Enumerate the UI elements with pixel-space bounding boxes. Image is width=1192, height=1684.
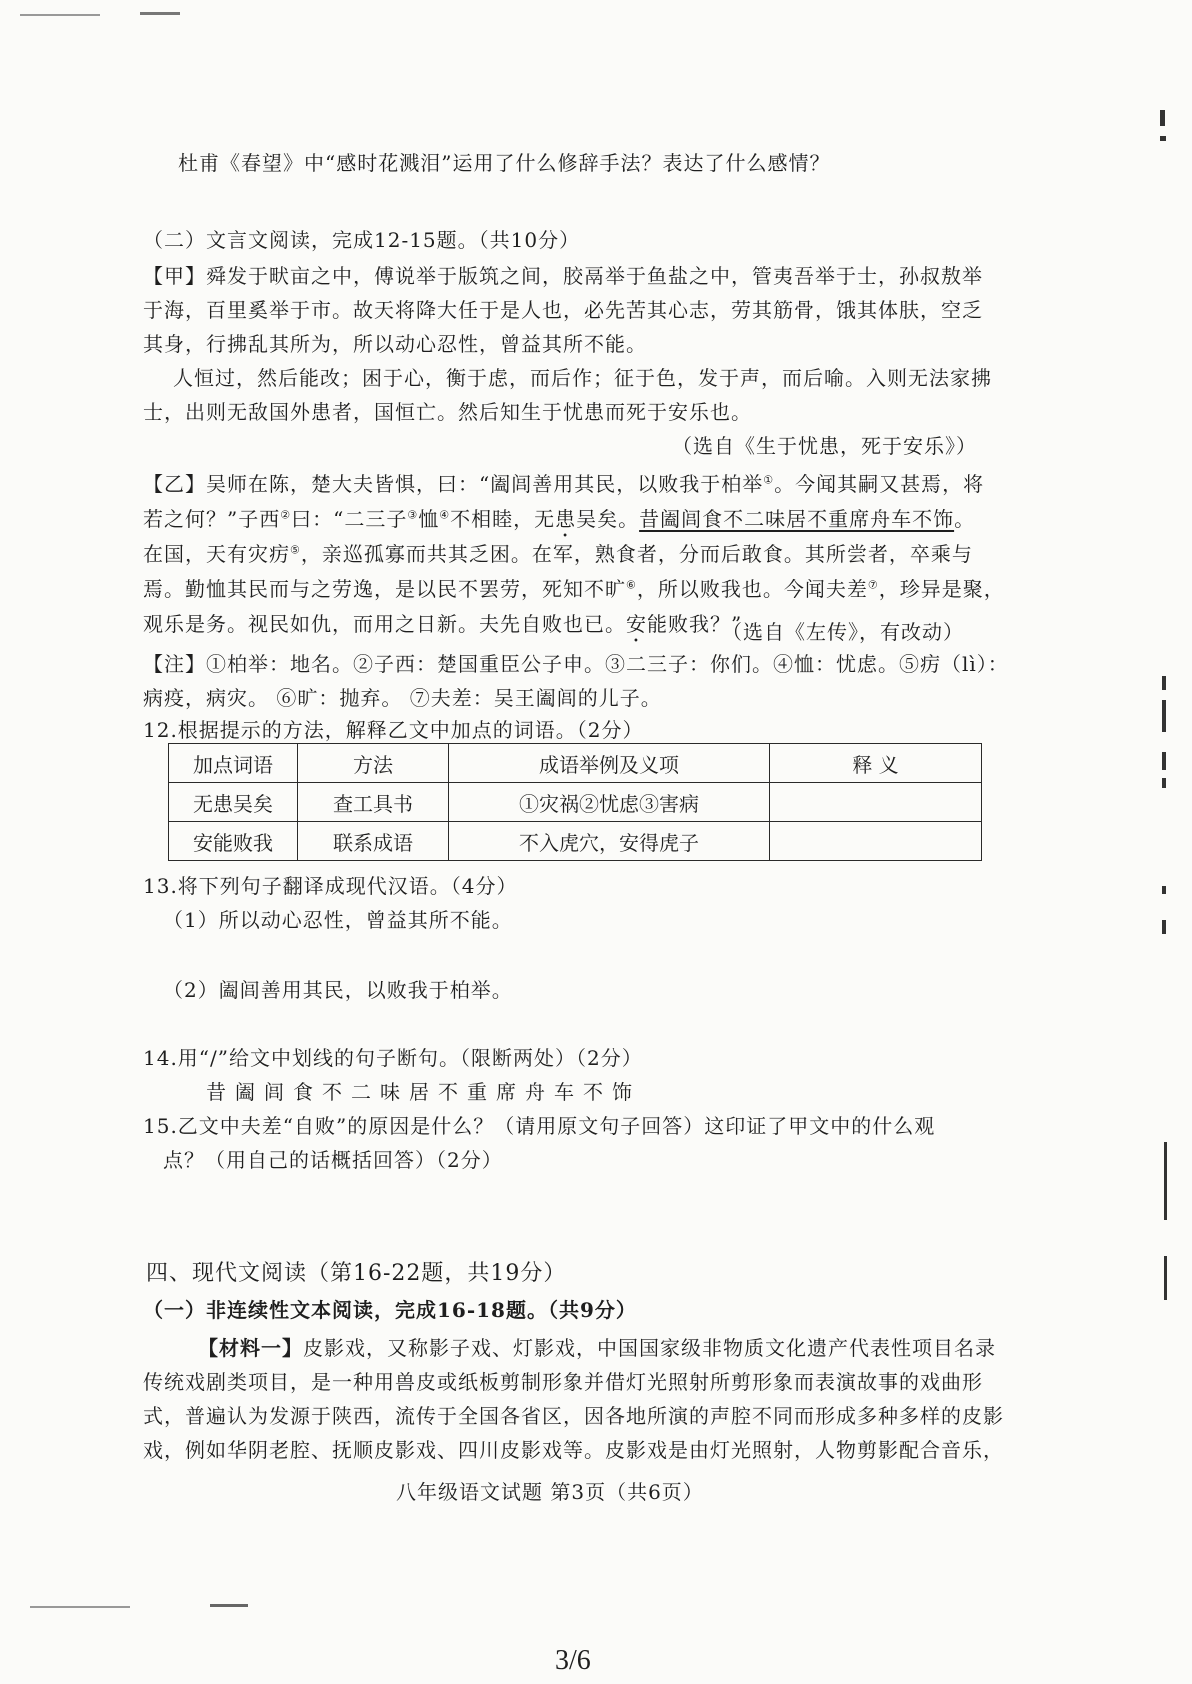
question-13: 13.将下列句子翻译成现代汉语。（4分） [143, 874, 518, 898]
passage-yi-line: 观乐是务。视民如仇，而用之日新。夫先自败也已。安能败我？” [143, 612, 743, 636]
scan-mark [1162, 676, 1166, 690]
scan-mark [20, 14, 100, 16]
scan-mark [1162, 886, 1166, 894]
table-cell: 联系成语 [298, 822, 449, 861]
question-poem: 杜甫《春望》中“感时花溅泪”运用了什么修辞手法？表达了什么感情？ [178, 151, 831, 175]
question-15-line: 15.乙文中夫差“自败”的原因是什么？（请用原文句子回答）这印证了甲文中的什么观 [143, 1114, 936, 1138]
passage-jia-line: 士，出则无敌国外患者，国恒亡。然后知生于忧患而死于安乐也。 [143, 400, 752, 424]
table-header: 方法 [298, 744, 449, 783]
table-cell: 安能败我 [169, 822, 298, 861]
passage-jia-line: 【甲】舜发于畎亩之中，傅说举于版筑之间，胶鬲举于鱼盐之中，管夷吾举于士，孙叔敖举 [143, 264, 983, 288]
section-classical-title: （二）文言文阅读，完成12-15题。（共10分） [143, 228, 581, 252]
question-13-1: （1）所以动心忍性，曾益其所不能。 [163, 908, 513, 932]
scan-mark [140, 12, 180, 15]
scan-mark [1162, 778, 1166, 788]
material-1-line: 式，普遍认为发源于陕西，流传于全国各省区，因各地所演的声腔不同而形成多种多样的皮影 [143, 1404, 1004, 1428]
passage-yi-line: 焉。勤恤其民而与之劳逸，是以民不罢劳，死知不旷⑥，所以败我也。今闻夫差⑦，珍异是聚， [143, 577, 1005, 601]
notes-line: 【注】①柏举：地名。②子西：楚国重臣公子申。③二三子：你们。④恤：忧虑。⑤疠（lì）： [143, 652, 1009, 676]
passage-yi-source: （选自《左传》，有改动） [722, 620, 964, 644]
page-footer: 八年级语文试题 第3页（共6页） [396, 1480, 704, 1504]
table-header: 释 义 [770, 744, 982, 783]
passage-jia-line: 人恒过，然后能改；困于心，衡于虑，而后作；征于色，发于声，而后喻。入则无法家拂 [173, 366, 992, 390]
page-number: 3/6 [555, 1645, 591, 1676]
question-13-2: （2）阖闾善用其民，以败我于柏举。 [163, 978, 513, 1002]
section-modern-subtitle: （一）非连续性文本阅读，完成16-18题。（共9分） [143, 1298, 637, 1322]
underlined-sentence: 昔阖闾食不二味居不重席舟车不饰 [639, 507, 955, 531]
scan-mark [1162, 700, 1166, 732]
passage-yi-line: 在国，天有灾疠⑤，亲巡孤寡而共其乏困。在军，熟食者，分而后敢食。其所尝者，卒乘与 [143, 542, 973, 566]
passage-yi-line: 【乙】吴师在陈，楚大夫皆惧，曰：“阖闾善用其民，以败我于柏举①。今闻其嗣又甚焉，将 [143, 472, 985, 496]
question-14-sentence: 昔阖闾食不二味居不重席舟车不饰 [206, 1080, 641, 1104]
question-12: 12.根据提示的方法，解释乙文中加点的词语。（2分） [143, 718, 644, 742]
passage-yi-line: 若之何？”子西②曰：“二三子③恤④不相睦，无患吴矣。昔阖闾食不二味居不重席舟车不饰。 [143, 507, 976, 531]
scan-mark [1164, 1256, 1167, 1300]
answer-cell[interactable] [770, 822, 982, 861]
table-row [169, 783, 982, 822]
scan-mark [1164, 1142, 1167, 1220]
table-row [169, 822, 982, 861]
material-1-line: 传统戏剧类项目，是一种用兽皮或纸板剪制形象并借灯光照射所剪形象而表演故事的戏曲形 [143, 1370, 983, 1394]
table-cell: 无患吴矣 [169, 783, 298, 822]
table-cell: 不入虎穴，安得虎子 [449, 822, 770, 861]
table-cell: 查工具书 [298, 783, 449, 822]
scan-mark [210, 1604, 248, 1607]
answer-cell[interactable] [770, 783, 982, 822]
table-header: 加点词语 [169, 744, 298, 783]
scan-mark [30, 1606, 130, 1608]
passage-jia-source: （选自《生于忧患，死于安乐》） [672, 434, 977, 458]
passage-jia-line: 其身，行拂乱其所为，所以动心忍性，曾益其所不能。 [143, 332, 647, 356]
material-1-line: 戏，例如华阴老腔、抚顺皮影戏、四川皮影戏等。皮影戏是由灯光照射，人物剪影配合音乐， [143, 1438, 1004, 1462]
scan-mark [1160, 110, 1165, 126]
table-header-row [169, 744, 982, 783]
table-header: 成语举例及义项 [449, 744, 770, 783]
table-cell: ①灾祸②忧虑③害病 [449, 783, 770, 822]
scan-mark [1162, 920, 1166, 934]
question-14: 14.用“/”给文中划线的句子断句。（限断两处）（2分） [143, 1046, 643, 1070]
word-explanation-table [168, 743, 982, 861]
dotted-word: 安 [626, 612, 647, 636]
scan-mark [1160, 136, 1166, 141]
section-modern-title: 四、现代文阅读（第16-22题，共19分） [146, 1261, 567, 1286]
notes-line: 病疫，病灾。 ⑥旷：抛弃。 ⑦夫差：吴王阖闾的儿子。 [143, 686, 662, 710]
question-15-line: 点？（用自己的话概括回答）（2分） [163, 1148, 503, 1172]
dotted-word: 患 [555, 507, 577, 531]
material-1-line: 【材料一】皮影戏，又称影子戏、灯影戏，中国国家级非物质文化遗产代表性项目名录 [198, 1336, 996, 1360]
scan-mark [1162, 752, 1166, 770]
passage-jia-line: 于海，百里奚举于市。故天将降大任于是人也，必先苦其心志，劳其筋骨，饿其体肤，空乏 [143, 298, 983, 322]
